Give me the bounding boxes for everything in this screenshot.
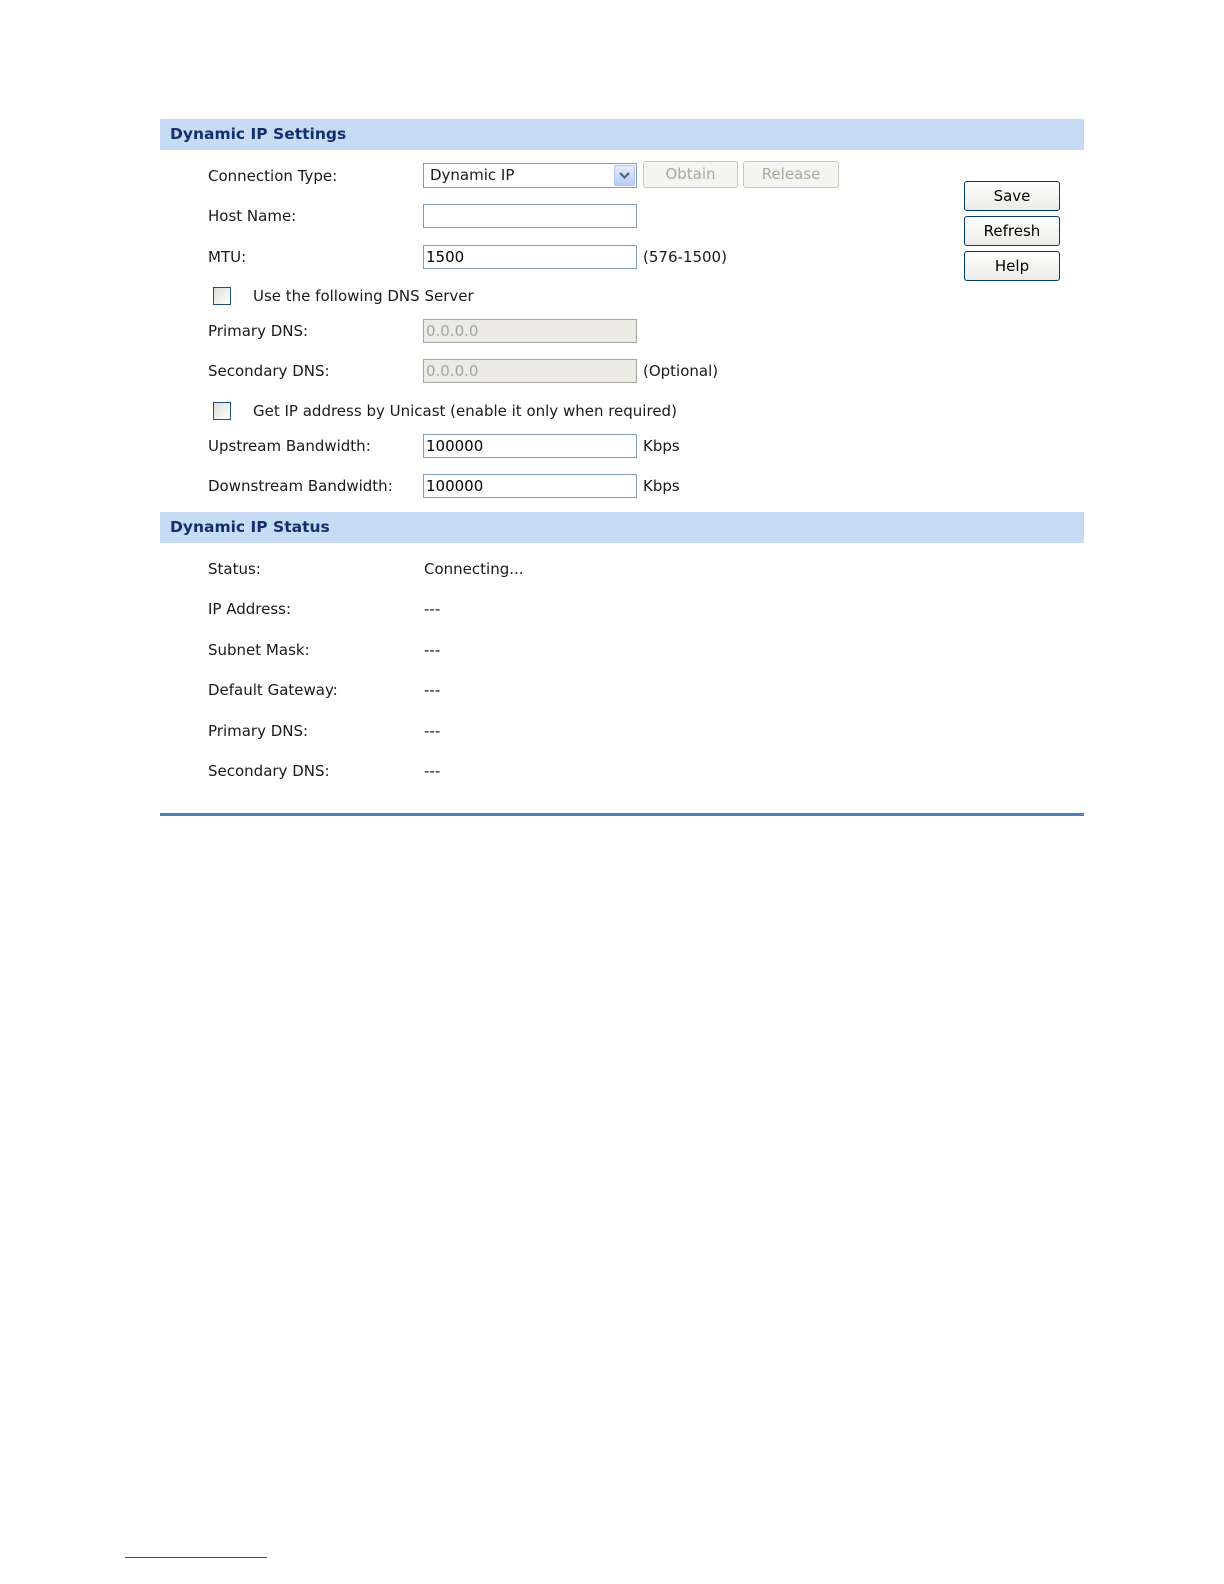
upstream-bandwidth-label: Upstream Bandwidth: <box>208 437 371 455</box>
secondary-dns-label: Secondary DNS: <box>208 362 330 380</box>
primary-dns-input[interactable] <box>423 319 637 343</box>
section-bottom-divider <box>160 813 1084 816</box>
downstream-bandwidth-input[interactable] <box>423 474 637 498</box>
ip-address-label: IP Address: <box>208 600 292 618</box>
connection-type-select[interactable] <box>423 163 637 188</box>
subnet-mask-value: --- <box>424 641 441 659</box>
mtu-range-hint: (576-1500) <box>643 248 727 266</box>
status-secondary-dns-value: --- <box>424 762 441 780</box>
save-button[interactable]: Save <box>964 181 1060 211</box>
dns-server-checkbox-label: Use the following DNS Server <box>253 287 474 305</box>
footnote-divider <box>125 1557 267 1558</box>
obtain-button[interactable]: Obtain <box>643 161 738 188</box>
host-name-label: Host Name: <box>208 207 297 225</box>
connection-type-label: Connection Type: <box>208 167 338 185</box>
ip-address-value: --- <box>424 600 441 618</box>
release-button[interactable]: Release <box>743 161 839 188</box>
mtu-label: MTU: <box>208 248 247 266</box>
status-primary-dns-value: --- <box>424 722 441 740</box>
unicast-checkbox-label: Get IP address by Unicast (enable it only when required) <box>253 402 677 420</box>
downstream-bandwidth-label: Downstream Bandwidth: <box>208 477 393 495</box>
status-primary-dns-label: Primary DNS: <box>208 722 309 740</box>
default-gateway-value: --- <box>424 681 441 699</box>
secondary-dns-optional-note: (Optional) <box>643 362 719 380</box>
upstream-unit: Kbps <box>643 437 680 455</box>
mtu-input[interactable] <box>423 245 637 269</box>
host-name-input[interactable] <box>423 204 637 228</box>
chevron-down-icon[interactable] <box>614 165 635 186</box>
downstream-unit: Kbps <box>643 477 680 495</box>
status-section-header: Dynamic IP Status <box>160 512 1084 543</box>
primary-dns-label: Primary DNS: <box>208 322 309 340</box>
connection-type-value: Dynamic IP <box>430 166 515 184</box>
status-secondary-dns-label: Secondary DNS: <box>208 762 330 780</box>
settings-section-header: Dynamic IP Settings <box>160 119 1084 150</box>
upstream-bandwidth-input[interactable] <box>423 434 637 458</box>
help-button[interactable]: Help <box>964 251 1060 281</box>
unicast-checkbox[interactable] <box>213 402 231 420</box>
subnet-mask-label: Subnet Mask: <box>208 641 310 659</box>
secondary-dns-input[interactable] <box>423 359 637 383</box>
refresh-button[interactable]: Refresh <box>964 216 1060 246</box>
status-row-label: Status: <box>208 560 261 578</box>
dns-server-checkbox[interactable] <box>213 287 231 305</box>
default-gateway-label: Default Gateway: <box>208 681 338 699</box>
status-row-value: Connecting... <box>424 560 524 578</box>
